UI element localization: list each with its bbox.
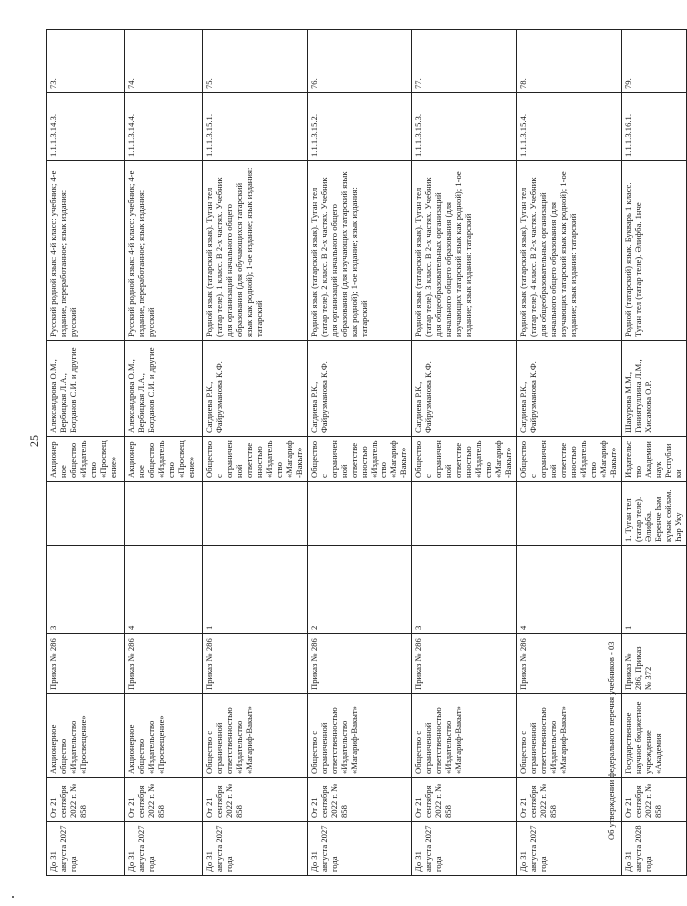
- cell-order: Приказ № 286: [412, 634, 517, 694]
- cell-order: Приказ № 286: [47, 634, 125, 694]
- cell-num: 77.: [412, 30, 517, 93]
- cell-approval: От 21 сентября 2022 г. № 858: [125, 778, 203, 822]
- cell-until: До 31 августа 2027 года: [307, 822, 412, 876]
- cell-title: Родной (татарский) язык. Букварь 1 класс. Туган тел (татар теле). Әлифба. 1нче: [621, 161, 686, 341]
- cell-authors: Шакурова М.М., Гиниятуллина Л.М., Хисамова О.Р.: [621, 341, 686, 437]
- cell-until: До 31 августа 2027 года: [412, 822, 517, 876]
- cell-authors: Сагдиева Р.К., Файрузманова К.Ф.: [517, 341, 622, 437]
- cell-grade: 4: [125, 546, 203, 634]
- cell-extra: 1. Туган тел (татар теле). Әлифба. Беренче һәм күмәк сөйләм. Һәр Уку: [621, 482, 686, 546]
- cell-title: Родной язык (татарский язык). Туган тел (татар теле). 2 класс. В 2-х частях. Учебник для организаций начального общего образования (для изучающих татарский язык как родной); 1-ое издание; язык издания: татарский: [307, 161, 412, 341]
- cell-publisher: Общество с ограниченной ответственностью «Издательство «Магариф-Вакыт»: [412, 437, 517, 482]
- cell-title: Родной язык (татарский язык). Туган тел (татар теле). 1 класс. В 2-х частях. Учебник для организаций начального общего образования (для обучающихся татарский язык как родной); 1-ое издание; язык издания: татарский: [203, 161, 308, 341]
- cell-publisher: Акционерное общество «Издательство «Просвещение»: [47, 437, 125, 482]
- cell-org: Акционерное общество «Издательство «Просвещение»: [125, 694, 203, 778]
- cell-publisher: Издательство Академии наук Республики: [621, 437, 686, 482]
- cell-authors: Сагдиева Р.К., Файрузманова К.Ф.: [203, 341, 308, 437]
- cell-order: Приказ № 286: [307, 634, 412, 694]
- scan-speck: [12, 896, 14, 898]
- table-row: [203, 30, 308, 876]
- cell-grade: 1: [621, 546, 686, 634]
- table-row: [412, 30, 517, 876]
- cell-code: 1.1.1.3.15.1.: [203, 93, 308, 161]
- cell-extra: [47, 482, 125, 546]
- cell-org: Общество с ограниченной ответственностью «Издательство «Магариф-Вакыт»: [517, 694, 622, 778]
- cell-org: Государственное научное бюджетное учреждение «Академия: [621, 694, 686, 778]
- page-number: 25: [27, 435, 41, 447]
- cell-until: До 31 августа 2027 года: [125, 822, 203, 876]
- cell-code: 1.1.1.3.15.2.: [307, 93, 412, 161]
- cell-org: Акционерное общество «Издательство «Просвещение»: [47, 694, 125, 778]
- cell-extra: [125, 482, 203, 546]
- table-row: [517, 30, 622, 876]
- cell-grade: 1: [203, 546, 308, 634]
- cell-publisher: Общество с ограниченной ответственностью «Издательство «Магариф-Вакыт»: [307, 437, 412, 482]
- table-body: [47, 30, 687, 876]
- cell-title: Русский родной язык: 4-й класс: учебник; 4-е издание, переработанное; язык издания: русский: [47, 161, 125, 341]
- cell-until: До 31 августа 2027 года: [517, 822, 622, 876]
- cell-order: Приказ № 286, Приказ № 372: [621, 634, 686, 694]
- cell-publisher: Акционерное общество «Издательство «Просвещение»: [125, 437, 203, 482]
- cell-approval: От 21 сентября 2022 г. № 858: [621, 778, 686, 822]
- table-row: [621, 30, 686, 876]
- cell-until: До 31 августа 2027 года: [203, 822, 308, 876]
- table-row: [47, 30, 125, 876]
- cell-title: Родной язык (татарский язык). Туган тел (татар теле). 4 класс. В 2-х частях. Учебник для общеобразовательных организаций начального общего образования (для изучающих татарский язык как родной); 1-ое издание; язык издания: татарский: [517, 161, 622, 341]
- cell-org: Общество с ограниченной ответственностью «Издательство «Магариф-Вакыт»: [412, 694, 517, 778]
- cell-extra: [203, 482, 308, 546]
- cell-grade: 3: [412, 546, 517, 634]
- cell-authors: Александрова О.М., Вербицкая Л.А., Богданов С.И. и другие: [125, 341, 203, 437]
- cell-code: 1.1.1.3.14.4.: [125, 93, 203, 161]
- cell-authors: Сагдиева Р.К., Файрузманова К.Ф.: [412, 341, 517, 437]
- cell-grade: 3: [47, 546, 125, 634]
- cell-grade: 4: [517, 546, 622, 634]
- cell-num: 76.: [307, 30, 412, 93]
- cell-order: Приказ № 286: [203, 634, 308, 694]
- cell-approval: От 21 сентября 2022 г. № 858: [517, 778, 622, 822]
- cell-approval: От 21 сентября 2022 г. № 858: [307, 778, 412, 822]
- cell-title: Русский родной язык: 4-й класс: учебник; 4-е издание, переработанное; язык издания: русский: [125, 161, 203, 341]
- cell-code: 1.1.1.3.14.3.: [47, 93, 125, 161]
- cell-num: 73.: [47, 30, 125, 93]
- cell-publisher: Общество с ограниченной ответственностью «Издательство «Магариф-Вакыт»: [203, 437, 308, 482]
- cell-publisher: Общество с ограниченной ответственностью «Издательство «Магариф-Вакыт»: [517, 437, 622, 482]
- cell-approval: От 21 сентября 2022 г. № 858: [47, 778, 125, 822]
- cell-num: 78.: [517, 30, 622, 93]
- cell-approval: От 21 сентября 2022 г. № 858: [203, 778, 308, 822]
- cell-org: Общество с ограниченной ответственностью «Издательство «Магариф-Вакыт»: [203, 694, 308, 778]
- textbook-table: [46, 29, 687, 876]
- cell-num: 79.: [621, 30, 686, 93]
- cell-code: 1.1.1.3.15.4.: [517, 93, 622, 161]
- cell-until: До 31 августа 2028 года: [621, 822, 686, 876]
- table-row: [307, 30, 412, 876]
- cell-num: 74.: [125, 30, 203, 93]
- cell-extra: [517, 482, 622, 546]
- cell-order: Приказ № 286: [125, 634, 203, 694]
- cell-num: 75.: [203, 30, 308, 93]
- cell-org: Общество с ограниченной ответственностью «Издательство «Магариф-Вакыт»: [307, 694, 412, 778]
- cell-code: 1.1.1.3.15.3.: [412, 93, 517, 161]
- footer-note: Об утверждении федерального перечня учебников - 03: [606, 641, 616, 840]
- cell-extra: [412, 482, 517, 546]
- cell-title: Родной язык (татарский язык). Туган тел (татар теле). 3 класс. В 2-х частях. Учебник для общеобразовательных организаций начального общего образования (для изучающих татарский язык как родной); 1-ое издание; язык издания: татарский: [412, 161, 517, 341]
- cell-extra: [307, 482, 412, 546]
- cell-approval: От 21 сентября 2022 г. № 858: [412, 778, 517, 822]
- cell-authors: Александрова О.М., Вербицкая Л.А., Богданов С.И. и другие: [47, 341, 125, 437]
- cell-authors: Сагдиева Р.К., Файрузманова К.Ф.: [307, 341, 412, 437]
- cell-until: До 31 августа 2027 года: [47, 822, 125, 876]
- cell-grade: 2: [307, 546, 412, 634]
- cell-code: 1.1.1.3.16.1.: [621, 93, 686, 161]
- table-row: [125, 30, 203, 876]
- cell-order: Приказ № 286: [517, 634, 622, 694]
